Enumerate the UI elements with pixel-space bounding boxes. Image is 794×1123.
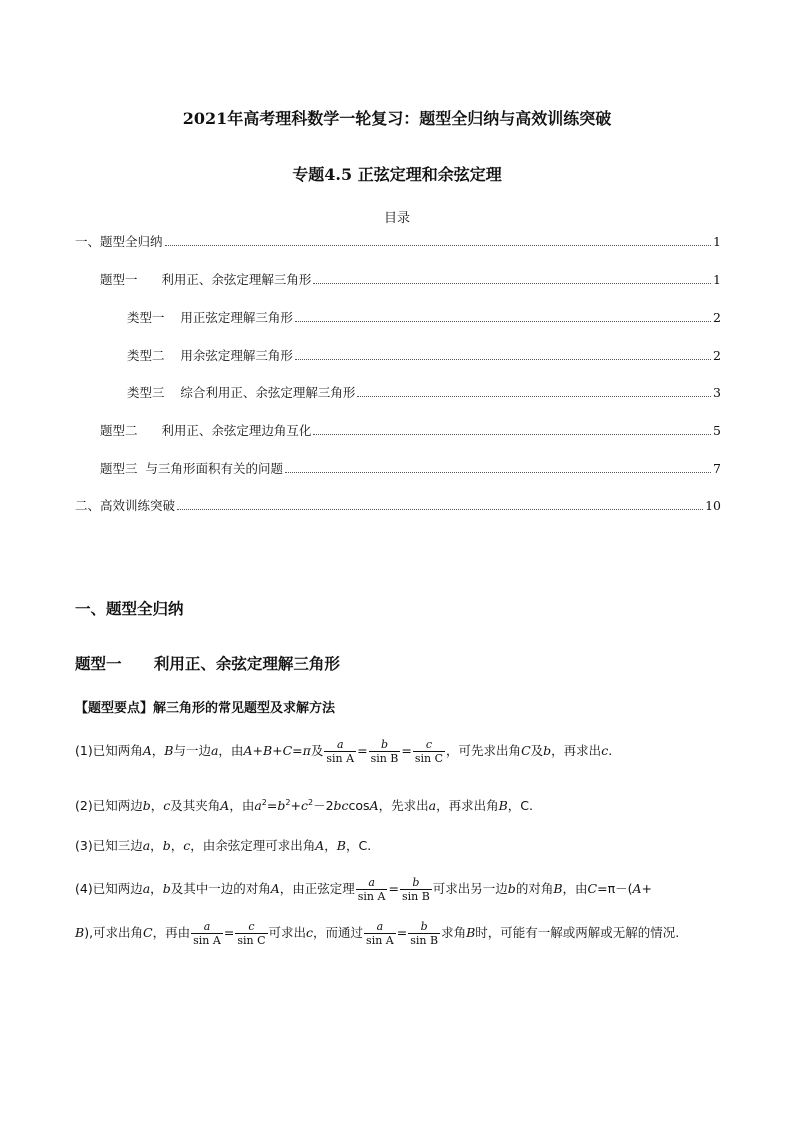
method-item-2: (2)已知两边b，c及其夹角A，由$a^2=b^2+c^2-2bccosA$，先求出a，再求出角B，C. xyxy=(75,797,533,813)
fraction-a-sinA: $\frac{a}{\text{sin A}}$ xyxy=(326,738,355,765)
toc-entry-page: 2 xyxy=(713,310,721,325)
keypoint-heading: 【题型要点】解三角形的常见题型及求解方法 xyxy=(75,701,336,716)
toc-entry-page: 7 xyxy=(713,461,721,476)
toc-entry-label: 类型二 用余弦定理解三角形 xyxy=(127,348,293,363)
toc-entry-label: 题型三 与三角形面积有关的问题 xyxy=(100,461,283,476)
toc-entry[interactable] xyxy=(75,232,721,250)
toc-entry[interactable] xyxy=(75,496,721,514)
toc-entry-label: 类型三 综合利用正、余弦定理解三角形 xyxy=(127,385,356,400)
toc-leader xyxy=(165,245,712,246)
toc-entry-label: 二、高效训练突破 xyxy=(75,498,176,513)
fraction-c-sinC: $\frac{c}{\text{sin C}}$ xyxy=(237,920,266,947)
fraction-b-sinB: $\frac{b}{\text{sin B}}$ xyxy=(410,920,439,947)
toc-entry-label: 题型二 利用正、余弦定理边角互化 xyxy=(100,423,312,438)
toc-leader xyxy=(295,359,711,360)
main-title: 2021年高考理科数学一轮复习：题型全归纳与高效训练突破 xyxy=(182,109,612,128)
toc-leader xyxy=(177,509,703,510)
toc-entry-page: 1 xyxy=(713,234,721,249)
toc-leader xyxy=(285,472,711,473)
toc-entry-label: 题型一 利用正、余弦定理解三角形 xyxy=(100,272,312,287)
toc-entry-page: 2 xyxy=(713,348,721,363)
subsection-heading: 题型一 利用正、余弦定理解三角形 xyxy=(75,655,340,673)
toc-leader xyxy=(357,396,711,397)
toc-entry[interactable] xyxy=(127,383,721,401)
toc-heading: 目录 xyxy=(383,211,410,226)
fraction-b-sinB: $\frac{b}{\text{sin B}}$ xyxy=(370,738,399,765)
toc-entry[interactable] xyxy=(127,308,721,326)
toc-entry-page: 5 xyxy=(713,423,721,438)
fraction-a-sinA: $\frac{a}{\text{sin A}}$ xyxy=(366,920,394,947)
method-item-1: (1)已知两角A，B与一边a，由A+B+C=π及 $\frac{a}{\text{sin A}}$ = $\frac{b}{\text{sin B}}$ = $\frac{c}{\text{sin C}}$ ，可先求出角C及b，再求出c. xyxy=(75,738,613,765)
section-heading: 一、题型全归纳 xyxy=(75,600,184,618)
fraction-a-sinA: $\frac{a}{\text{sin A}}$ xyxy=(357,876,386,903)
method-item-4-line-2: B),可求出角C，再由 $\frac{a}{\text{sin A}}$ = $\frac{c}{\text{sin C}}$ 可求出c，而通过 $\frac{a}{\text{sin A}}$ = $\frac{b}{\text{sin B}}$ 求角B时，可能有一解或两解或无解的情况. xyxy=(75,920,680,947)
toc-entry[interactable] xyxy=(100,459,721,477)
toc-entry[interactable] xyxy=(127,346,721,364)
toc-entry-label: 一、题型全归纳 xyxy=(75,234,163,249)
toc-leader xyxy=(313,283,711,284)
toc-entry[interactable] xyxy=(100,270,721,288)
fraction-b-sinB: $\frac{b}{\text{sin B}}$ xyxy=(401,876,430,903)
toc-entry-label: 类型一 用正弦定理解三角形 xyxy=(127,310,293,325)
toc-entry[interactable] xyxy=(100,421,721,439)
toc-leader xyxy=(295,321,711,322)
toc-leader xyxy=(313,434,711,435)
toc-entry-page: 1 xyxy=(713,272,721,287)
method-item-4-line-1: (4)已知两边a，b及其中一边的对角A，由正弦定理 $\frac{a}{\text{sin A}}$ = $\frac{b}{\text{sin B}}$ 可求出另一边b的对角B，由C=π－(A+ xyxy=(75,876,653,903)
toc-entry-page: 3 xyxy=(713,385,721,400)
method-item-3: (3)已知三边a，b，c，由余弦定理可求出角A，B，C. xyxy=(75,838,372,853)
fraction-a-sinA: $\frac{a}{\text{sin A}}$ xyxy=(193,920,221,947)
sub-title: 专题4.5 正弦定理和余弦定理 xyxy=(292,165,502,184)
fraction-c-sinC: $\frac{c}{\text{sin C}}$ xyxy=(414,738,444,765)
toc-entry-page: 10 xyxy=(705,498,721,513)
